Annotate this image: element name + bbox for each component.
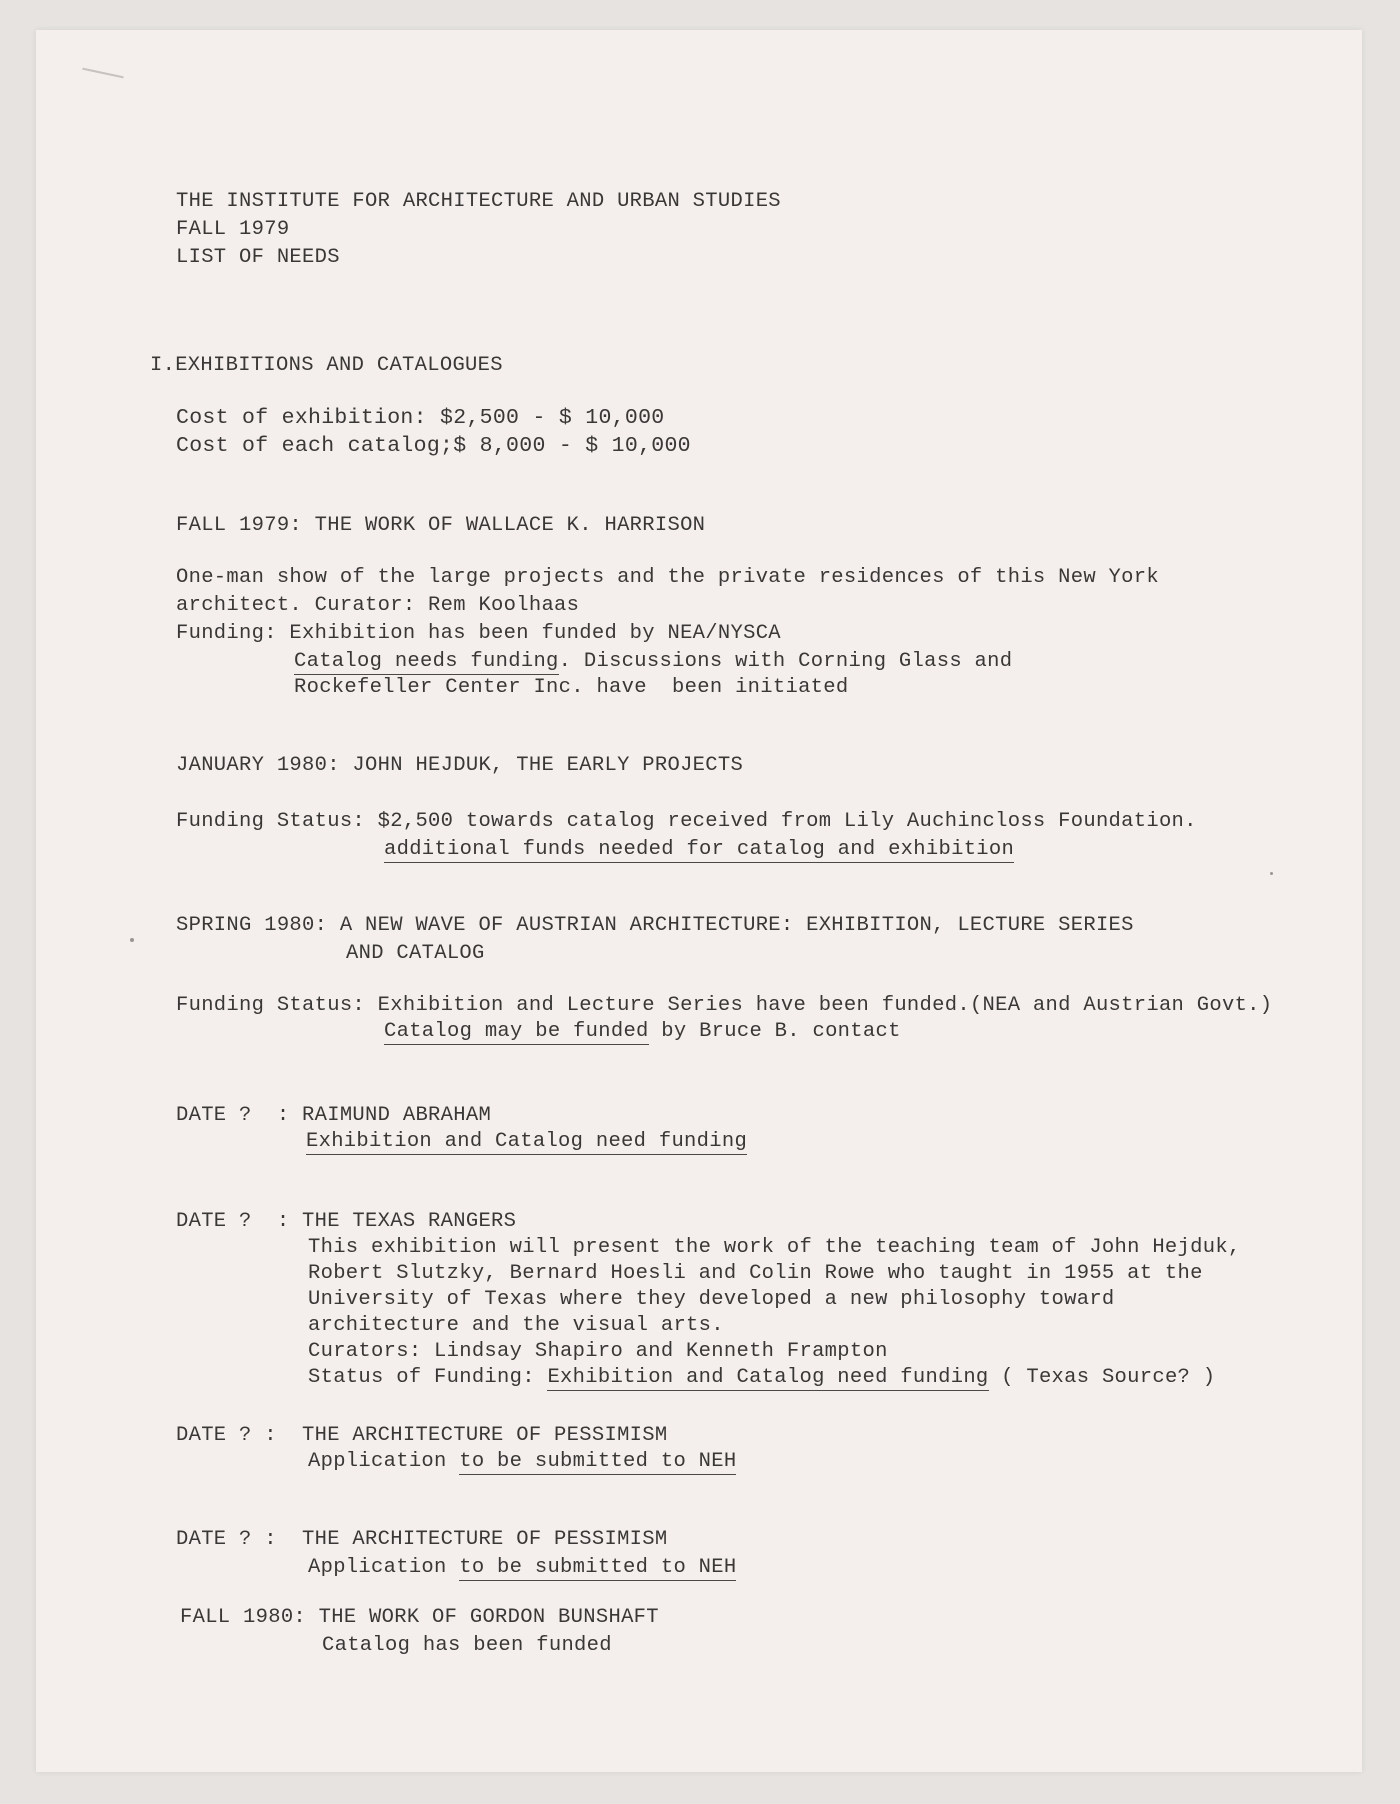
document-page (36, 30, 1362, 1772)
harrison-funding-2 (294, 650, 1012, 674)
texas-desc-2: Robert Slutzky, Bernard Hoesli and Colin Rowe who taught in 1955 at the (308, 1262, 1203, 1285)
bunshaft-title: FALL 1980: THE WORK OF GORDON BUNSHAFT (180, 1606, 659, 1629)
texas-desc-3: University of Texas where they developed a new philosophy toward (308, 1288, 1115, 1311)
texas-desc-6-label: Status of Funding: (308, 1366, 548, 1389)
pessimism-1-application (308, 1450, 736, 1474)
stray-mark (1270, 872, 1273, 875)
harrison-desc-2: architect. Curator: Rem Koolhaas (176, 594, 580, 617)
cost-catalog: Cost of each catalog;$ 8,000 - $ 10,000 (176, 434, 691, 458)
hejduk-title: JANUARY 1980: JOHN HEJDUK, THE EARLY PROJECTS (176, 754, 744, 777)
harrison-desc-1: One-man show of the large projects and the private residences of this New York (176, 566, 1159, 589)
austrian-status-2 (384, 1020, 901, 1044)
section-heading: I.EXHIBITIONS AND CATALOGUES (150, 354, 503, 377)
underlined-text: additional funds needed for catalog and exhibition (384, 838, 1015, 861)
underlined-text: Exhibition and Catalog need funding (547, 1366, 989, 1389)
hejduk-status-2 (384, 838, 1014, 862)
harrison-funding-2-rest: . Discussions with Corning Glass and (558, 650, 1013, 673)
texas-desc-6 (308, 1366, 1215, 1390)
header-line-1: THE INSTITUTE FOR ARCHITECTURE AND URBAN STUDIES (176, 190, 781, 213)
hejduk-status-1: Funding Status: $2,500 towards catalog received from Lily Auchincloss Foundation. (176, 810, 1197, 833)
austrian-status-1: Funding Status: Exhibition and Lecture Series have been funded.(NEA and Austrian Govt.) (176, 994, 1273, 1017)
cost-exhibition: Cost of exhibition: $2,500 - $ 10,000 (176, 406, 665, 430)
header-line-3: LIST OF NEEDS (176, 246, 340, 269)
abraham-funding (306, 1130, 747, 1154)
pessimism-1-date: DATE ? : THE ARCHITECTURE OF PESSIMISM (176, 1424, 668, 1447)
header-line-2: FALL 1979 (176, 218, 290, 241)
harrison-title: FALL 1979: THE WORK OF WALLACE K. HARRISON (176, 514, 706, 537)
underlined-text: Exhibition and Catalog need funding (306, 1130, 748, 1153)
bunshaft-line-2: Catalog has been funded (322, 1634, 612, 1657)
texas-desc-4: architecture and the visual arts. (308, 1314, 724, 1337)
austrian-status-2-rest: by Bruce B. contact (648, 1020, 901, 1043)
harrison-funding-3: Rockefeller Center Inc. have been initiated (294, 676, 849, 699)
application-label: Application (308, 1450, 460, 1473)
harrison-funding-1: Funding: Exhibition has been funded by NEA/NYSCA (176, 622, 781, 645)
texas-date: DATE ? : THE TEXAS RANGERS (176, 1210, 517, 1233)
stray-mark (130, 938, 134, 942)
underlined-text: Catalog needs funding (294, 650, 559, 673)
underlined-text: to be submitted to NEH (459, 1450, 737, 1473)
application-label: Application (308, 1556, 460, 1579)
pessimism-2-date: DATE ? : THE ARCHITECTURE OF PESSIMISM (176, 1528, 668, 1551)
texas-desc-5: Curators: Lindsay Shapiro and Kenneth Frampton (308, 1340, 888, 1363)
texas-desc-1: This exhibition will present the work of the teaching team of John Hejduk, (308, 1236, 1241, 1259)
underlined-text: to be submitted to NEH (459, 1556, 737, 1579)
austrian-title-2: AND CATALOG (346, 942, 485, 965)
abraham-date: DATE ? : RAIMUND ABRAHAM (176, 1104, 492, 1127)
underlined-text: Catalog may be funded (384, 1020, 649, 1043)
austrian-title-1: SPRING 1980: A NEW WAVE OF AUSTRIAN ARCHITECTURE: EXHIBITION, LECTURE SERIES (176, 914, 1134, 937)
pessimism-2-application (308, 1556, 736, 1580)
texas-desc-6-rest: ( Texas Source? ) (988, 1366, 1216, 1389)
